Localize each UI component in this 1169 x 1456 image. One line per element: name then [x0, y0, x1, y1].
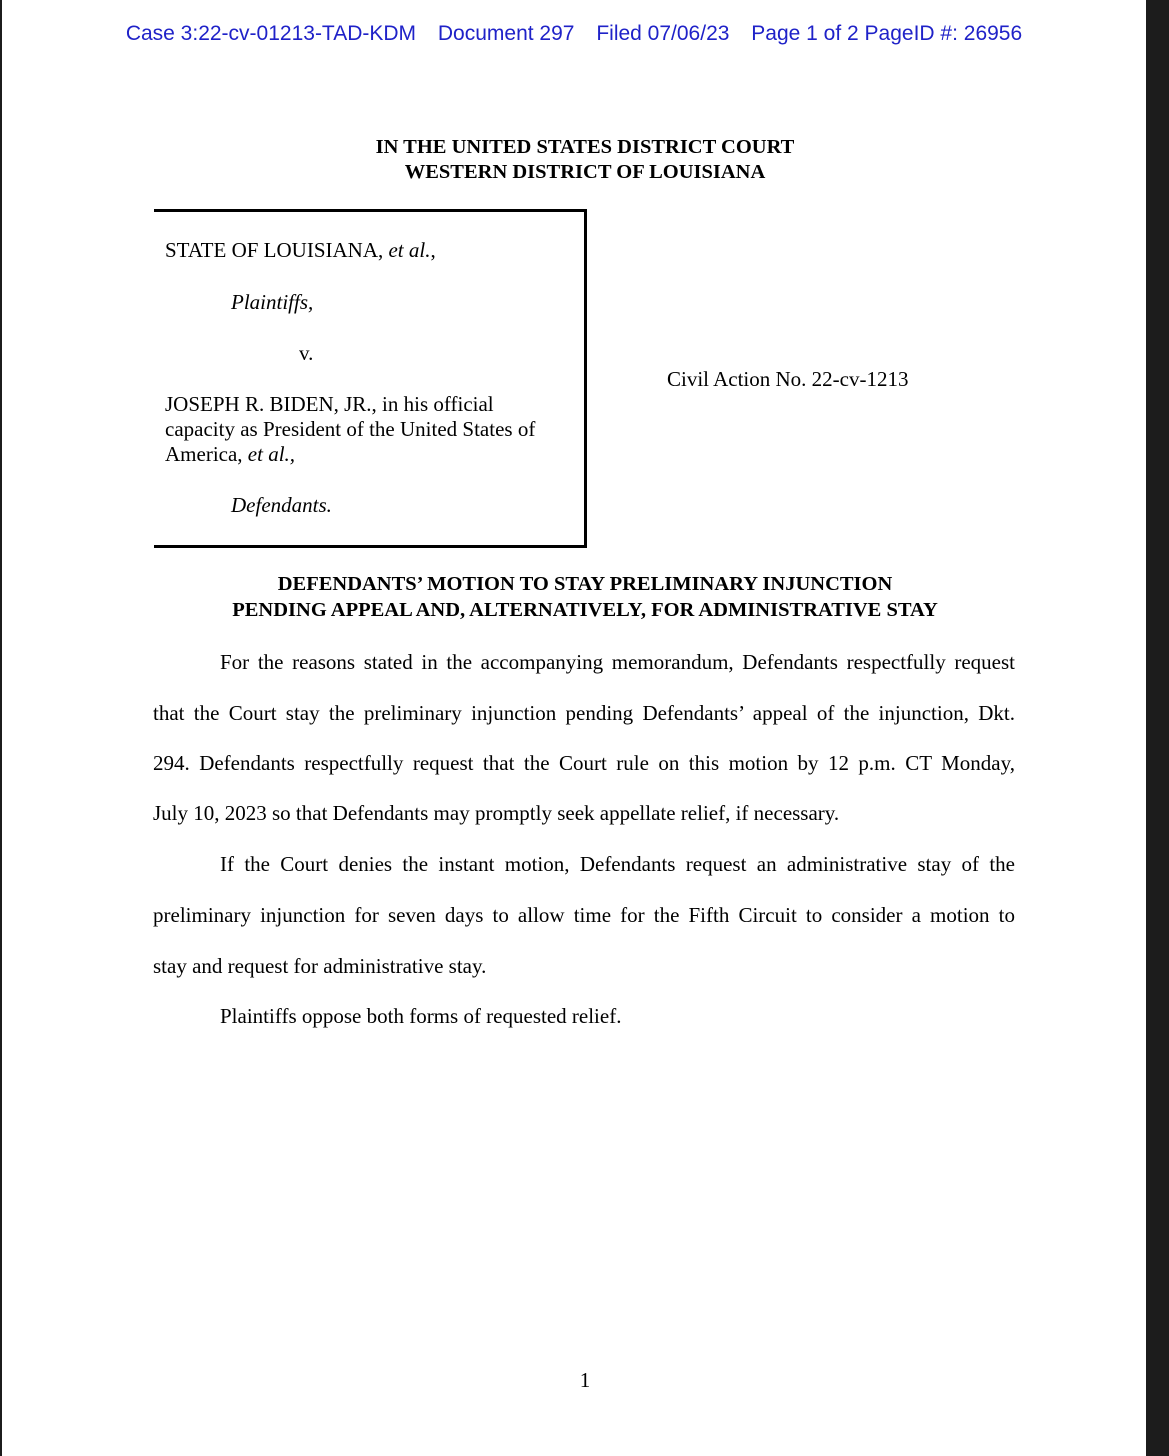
motion-title-line-1: DEFENDANTS’ MOTION TO STAY PRELIMINARY INJUNCTION [277, 573, 893, 595]
defendant-line-2: capacity as President of the United States of [165, 417, 536, 441]
plaintiffs-label: Plaintiffs, [231, 290, 314, 314]
defendants-label: Defendants. [231, 493, 332, 517]
versus: v. [299, 341, 314, 365]
motion-title-line-2: PENDING APPEAL AND, ALTERNATIVELY, FOR ADMINISTRATIVE STAY [232, 599, 938, 621]
paragraph-2-line-3: stay and request for administrative stay. [153, 954, 487, 978]
paragraph-1-line-2: that the Court stay the preliminary injunction pending Defendants’ appeal of the injunction, Dkt. [153, 701, 1015, 725]
viewer-background [1146, 0, 1169, 1456]
defendant-line-1: JOSEPH R. BIDEN, JR., in his official [165, 392, 494, 416]
paragraph-2-line-1: If the Court denies the instant motion, Defendants request an administrative stay of the [220, 852, 1015, 876]
plaintiff-name: STATE OF LOUISIANA, et al., [165, 238, 436, 262]
paragraph-1-line-4: July 10, 2023 so that Defendants may promptly seek appellate relief, if necessary. [153, 801, 840, 825]
filed-date: Filed 07/06/23 [596, 22, 730, 45]
civil-action-number: Civil Action No. 22-cv-1213 [667, 367, 909, 391]
defendant-etal: et al., [247, 442, 296, 466]
court-name: IN THE UNITED STATES DISTRICT COURT [375, 136, 795, 158]
ecf-header-stamp [2, 22, 1146, 46]
paragraph-3-line-1: Plaintiffs oppose both forms of requested relief. [220, 1004, 622, 1028]
defendant-line-3: America, et al., [165, 442, 296, 466]
document-number: Document 297 [437, 22, 575, 45]
court-district: WESTERN DISTRICT OF LOUISIANA [404, 161, 766, 183]
court-heading [2, 135, 1168, 185]
motion-title [2, 571, 1168, 623]
page-number: 1 [579, 1368, 591, 1392]
page-id: Page 1 of 2 PageID #: 26956 [751, 22, 1023, 45]
paragraph-2-line-2: preliminary injunction for seven days to allow time for the Fifth Circuit to consider a motion to [153, 903, 1015, 927]
document-page [2, 0, 1146, 1456]
paragraph-1-line-1: For the reasons stated in the accompanying memorandum, Defendants respectfully request [220, 650, 1015, 674]
plaintiff-etal: et al. [388, 238, 431, 262]
case-number: Case 3:22-cv-01213-TAD-KDM [125, 22, 417, 45]
paragraph-1-line-3: 294. Defendants respectfully request that the Court rule on this motion by 12 p.m. CT Monday, [153, 751, 1015, 775]
